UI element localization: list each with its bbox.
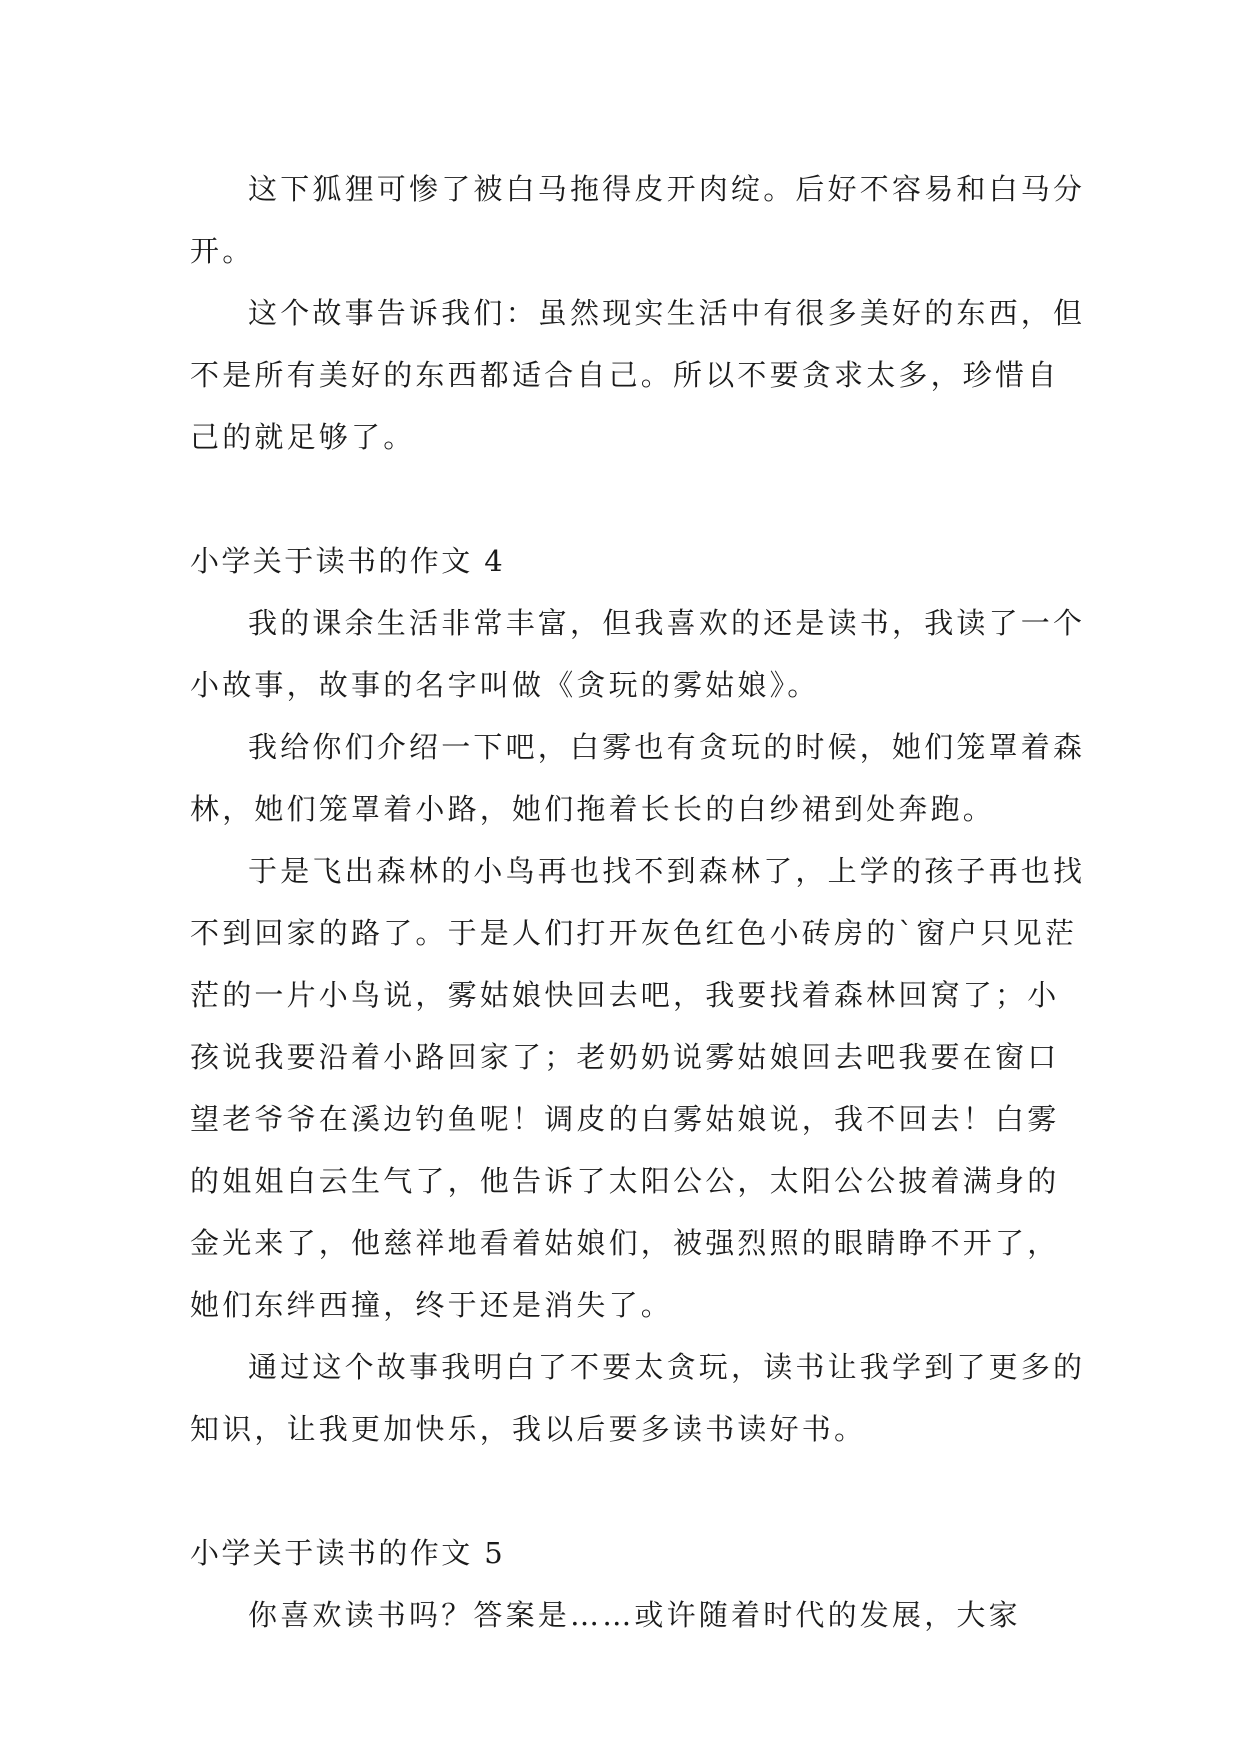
- section-title: 小学关于读书的作文 5: [190, 1536, 506, 1570]
- paragraph: 这下狐狸可惨了被白马拖得皮开肉绽。后好不容易和白马分开。: [190, 172, 1086, 268]
- document-body: [190, 158, 1090, 1646]
- paragraph: 我的课余生活非常丰富，但我喜欢的还是读书，我读了一个小故事，故事的名字叫做《贪玩的雾姑娘》。: [190, 606, 1086, 702]
- paragraph: 通过这个故事我明白了不要太贪玩，读书让我学到了更多的知识，让我更加快乐，我以后要多读书读好书。: [190, 1350, 1086, 1446]
- paragraph: 于是飞出森林的小鸟再也找不到森林了，上学的孩子再也找不到回家的路了。于是人们打开灰色红色小砖房的`窗户只见茫茫的一片小鸟说，雾姑娘快回去吧，我要找着森林回窝了；小孩说我要沿着小路回家了；老奶奶说雾姑娘回去吧我要在窗口望老爷爷在溪边钓鱼呢！调皮的白雾姑娘说，我不回去！白雾的姐姐白云生气了，他告诉了太阳公公，太阳公公披着满身的金光来了，他慈祥地看着姑娘们，被强烈照的眼睛睁不开了，她们东绊西撞，终于还是消失了。: [190, 854, 1086, 1322]
- paragraph: 我给你们介绍一下吧，白雾也有贪玩的时候，她们笼罩着森林，她们笼罩着小路，她们拖着长长的白纱裙到处奔跑。: [190, 730, 1086, 826]
- section-gap: [190, 1460, 1090, 1522]
- section-title: 小学关于读书的作文 4: [190, 544, 506, 578]
- section-gap: [190, 468, 1090, 530]
- paragraph: 这个故事告诉我们：虽然现实生活中有很多美好的东西，但不是所有美好的东西都适合自己。所以不要贪求太多，珍惜自己的就足够了。: [190, 296, 1086, 454]
- paragraph: 你喜欢读书吗？答案是……或许随着时代的发展，大家: [248, 1598, 1021, 1632]
